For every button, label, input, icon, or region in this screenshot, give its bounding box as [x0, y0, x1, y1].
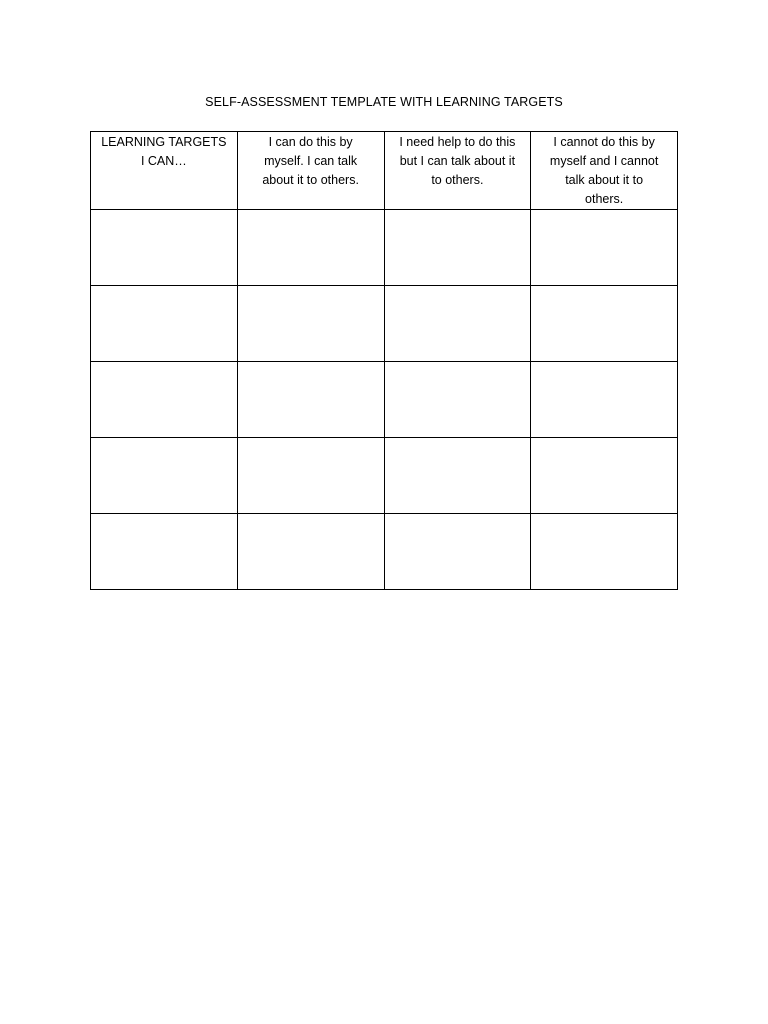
- table-cell[interactable]: [384, 362, 531, 438]
- header-line: I can do this by: [268, 135, 353, 149]
- header-row: [91, 132, 678, 210]
- table-cell[interactable]: [384, 210, 531, 286]
- header-line: LEARNING TARGETS: [101, 135, 227, 149]
- table-row: [91, 362, 678, 438]
- header-line: about it to others.: [262, 173, 359, 187]
- table-cell[interactable]: [237, 438, 384, 514]
- table-cell[interactable]: [237, 362, 384, 438]
- table-cell[interactable]: [531, 438, 678, 514]
- table-cell[interactable]: [237, 210, 384, 286]
- header-line: I need help to do this: [399, 135, 516, 149]
- table-cell[interactable]: [531, 514, 678, 590]
- header-line: others.: [585, 192, 624, 206]
- page-title: SELF-ASSESSMENT TEMPLATE WITH LEARNING TARGETS: [205, 95, 563, 109]
- table-cell[interactable]: [91, 286, 238, 362]
- table-cell[interactable]: [531, 210, 678, 286]
- table-cell[interactable]: [237, 514, 384, 590]
- table-cell[interactable]: [237, 286, 384, 362]
- header-line: to others.: [431, 173, 484, 187]
- table-cell[interactable]: [384, 438, 531, 514]
- header-can-do-by-myself: [237, 132, 384, 210]
- header-line: I CAN…: [140, 154, 187, 168]
- table-cell[interactable]: [91, 362, 238, 438]
- header-need-help: [384, 132, 531, 210]
- table-row: [91, 438, 678, 514]
- table-cell[interactable]: [91, 438, 238, 514]
- header-line: I cannot do this by: [553, 135, 655, 149]
- self-assessment-table: [90, 131, 678, 590]
- table-cell[interactable]: [91, 210, 238, 286]
- table-cell[interactable]: [531, 362, 678, 438]
- table-row: [91, 286, 678, 362]
- table-cell[interactable]: [91, 514, 238, 590]
- table-row: [91, 514, 678, 590]
- header-line: myself and I cannot: [549, 154, 659, 168]
- header-line: but I can talk about it: [399, 154, 516, 168]
- header-cannot-do: [531, 132, 678, 210]
- header-line: talk about it to: [565, 173, 644, 187]
- table-cell[interactable]: [531, 286, 678, 362]
- table-cell[interactable]: [384, 286, 531, 362]
- header-learning-targets: [91, 132, 238, 210]
- header-line: myself. I can talk: [264, 154, 358, 168]
- table-cell[interactable]: [384, 514, 531, 590]
- table-row: [91, 210, 678, 286]
